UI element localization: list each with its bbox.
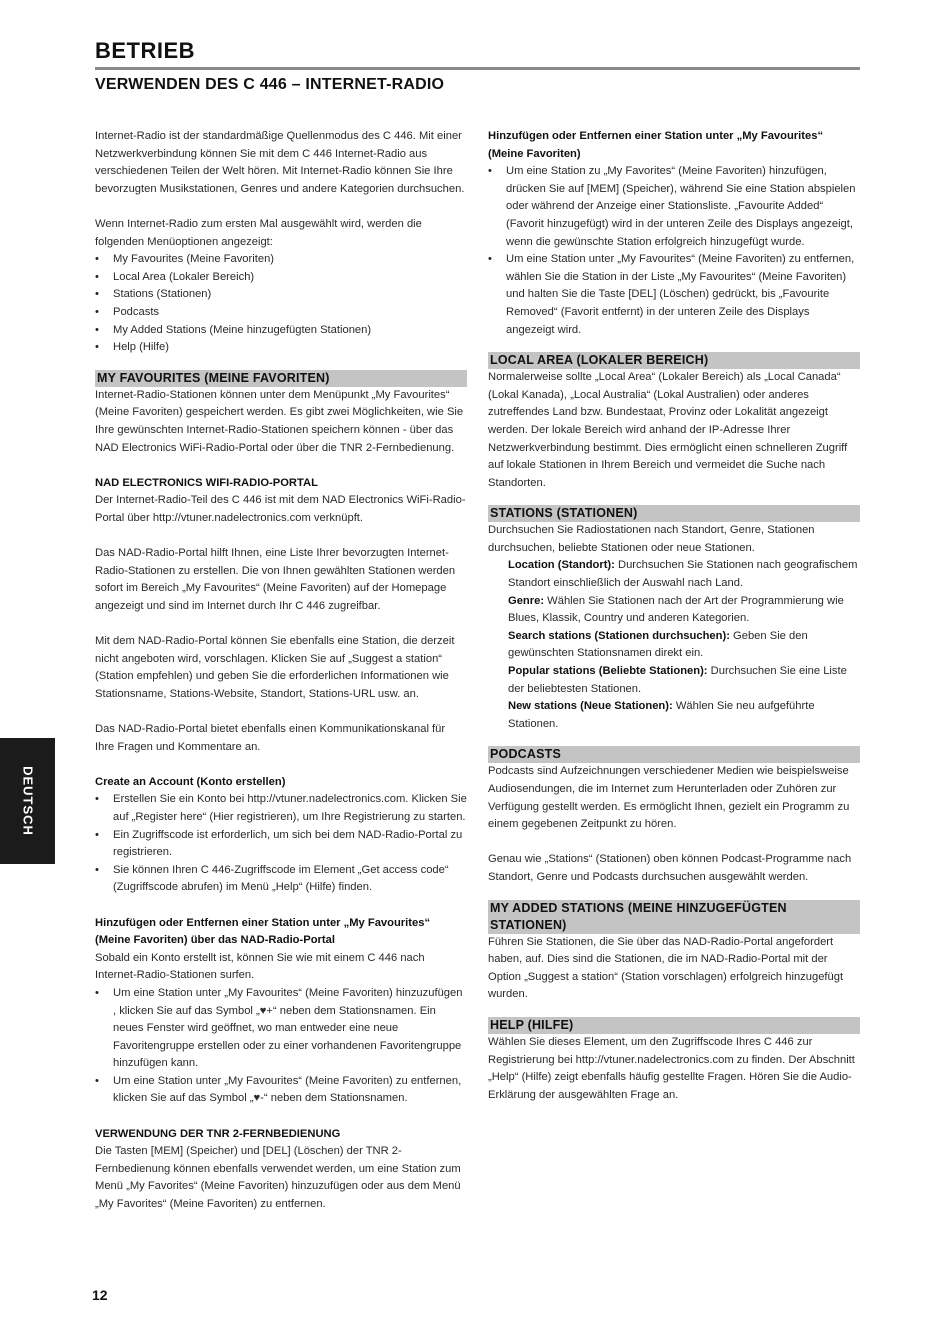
option-desc: Durchsuchen Sie Stationen nach geografischem Standort einschließlich der Auswahl nach Land.	[508, 559, 858, 590]
subheading-portal: NAD ELECTRONICS WIFI-RADIO-PORTAL	[95, 476, 318, 489]
tnr-paragraph: Die Tasten [MEM] (Speicher) und [DEL] (Löschen) der TNR 2-Fernbedienung können ebenfalls verwendet werden, um eine Station zum Menü „My Favorites“ (Meine Favoriten) hinzuzufügen oder aus dem Menü „My Favorites“ (Meine Favoriten) zu entfernen.	[95, 1145, 461, 1211]
intro-paragraph: Internet-Radio ist der standardmäßige Quellenmodus des C 446. Mit einer Netzwerkverbindung können Sie mit dem C 446 Internet-Radio aus verschiedenen Teilen der Welt hören. Mit Internet-Radio können Sie Ihre bevorzugten Musikstationen, Genres und andere Kategorien durchsuchen.	[95, 130, 465, 195]
intro-menu-paragraph: Wenn Internet-Radio zum ersten Mal ausgewählt wird, werden die folgenden Menüoptionen angezeigt:	[95, 217, 422, 248]
list-item: • My Favourites (Meine Favoriten)	[95, 251, 467, 269]
stations-option-popular	[508, 663, 860, 698]
portal-paragraph-3: Mit dem NAD-Radio-Portal können Sie ebenfalls eine Station, die derzeit nicht angeboten wird, vorschlagen. Klicken Sie auf „Suggest a station“ (Station empfehlen) und geben Sie die erforderlichen Informationen wie Stationsname, Stations-Website, Standort, Stations-URL usw. an.	[95, 635, 455, 700]
option-desc: Durchsuchen Sie eine Liste der beliebtesten Stationen.	[508, 665, 847, 695]
stations-option-location	[508, 557, 860, 592]
page-title: BETRIEB	[95, 38, 196, 63]
stations-option-new	[508, 698, 860, 733]
list-item: • Ein Zugriffscode ist erforderlich, um sich bei dem NAD-Radio-Portal zu registrieren.	[95, 827, 467, 862]
section-heading-help: HELP (HILFE)	[488, 1017, 860, 1034]
section-heading-podcasts: PODCASTS	[488, 746, 860, 763]
list-item: • Podcasts	[95, 304, 467, 322]
option-desc: Geben Sie den gewünschten Stationsnamen direkt ein.	[508, 629, 808, 660]
podcasts-paragraph-1: Podcasts sind Aufzeichnungen verschiedener Medien wie beispielsweise Audiosendungen, die im Internet zum Herunterladen oder Zuhören zur Verfügung gestellt werden. Es ermöglicht Ihnen, gezielt ein Programm zu einem gegebenen Zeitpunkt zu hören.	[488, 765, 850, 831]
option-term: Location (Standort):	[508, 559, 615, 572]
add-remove-list	[95, 985, 467, 1108]
menu-options-list	[95, 251, 467, 357]
list-item: • My Added Stations (Meine hinzugefügten Stationen)	[95, 322, 467, 340]
list-item: • Help (Hilfe)	[95, 339, 467, 357]
subheading-add-remove-portal: Hinzufügen oder Entfernen einer Station unter „My Favourites“ (Meine Favoriten) über das NAD-Radio-Portal	[95, 916, 431, 947]
page-subtitle: VERWENDEN DES C 446 – INTERNET-RADIO	[95, 76, 445, 93]
favourites-paragraph: Internet-Radio-Stationen können unter dem Menüpunkt „My Favourites“ (Meine Favoriten) gespeichert werden. Es gibt zwei Möglichkeiten, wie Sie Ihre gewünschten Internet-Radio-Stationen speichern können - über das NAD Electronics WiFi-Radio-Portal oder über die TNR 2-Fernbedienung.	[95, 388, 464, 454]
option-desc: Wählen Sie neu aufgeführte Stationen.	[508, 700, 815, 730]
left-column	[95, 128, 467, 1214]
page-number: 12	[92, 1287, 108, 1303]
portal-paragraph-1: Der Internet-Radio-Teil des C 446 ist mit dem NAD Electronics WiFi-Radio-Portal über http://vtuner.nadelectronics.com verknüpft.	[95, 494, 466, 524]
portal-paragraph-4: Das NAD-Radio-Portal bietet ebenfalls einen Kommunikationskanal für Ihre Fragen und Kommentare an.	[95, 723, 446, 753]
stations-option-genre	[508, 593, 860, 628]
list-item: • Um eine Station unter „My Favourites“ (Meine Favoriten) zu entfernen, klicken Sie auf das Symbol „♥-“ neben dem Stationsnamen.	[95, 1073, 467, 1108]
option-term: New stations (Neue Stationen):	[508, 700, 673, 713]
list-item: • Sie können Ihren C 446-Zugriffscode im Element „Get access code“ (Zugriffscode abrufen) im Menü „Help“ (Hilfe) finden.	[95, 862, 467, 897]
subheading-create-account: Create an Account (Konto erstellen)	[95, 775, 286, 788]
add-remove-paragraph: Sobald ein Konto erstellt ist, können Sie wie mit einem C 446 nach Internet-Radio-Stationen surfen.	[95, 951, 425, 982]
list-item: • Local Area (Lokaler Bereich)	[95, 269, 467, 287]
portal-paragraph-2: Das NAD-Radio-Portal hilft Ihnen, eine Liste Ihrer bevorzugten Internet-Radio-Stationen zu erstellen. Die von Ihnen gewählten Stationen werden sofort im Bereich „My Favourites“ (Meine Favoriten) auf der Homepage angezeigt und sind im Internet durch Ihr C 446 zugreifbar.	[95, 547, 456, 612]
added-stations-paragraph: Führen Sie Stationen, die Sie über das NAD-Radio-Portal angefordert haben, auf. Dies sind die Stationen, die im NAD-Radio-Portal mit der Option „Suggest a station“ (Station vorschlagen) erfolgreich hinzugefügt wurden.	[488, 935, 844, 1001]
list-item: • Stations (Stationen)	[95, 286, 467, 304]
section-heading-stations: STATIONS (STATIONEN)	[488, 505, 860, 522]
section-heading-my-favourites: MY FAVOURITES (MEINE FAVORITEN)	[95, 370, 467, 387]
list-item: • Um eine Station unter „My Favourites“ (Meine Favoriten) zu entfernen, wählen Sie die Station in der Liste „My Favourites“ (Meine Favoriten) und halten Sie die Taste [DEL] (Löschen) gedrückt, bis „Favourite Removed“ (Favorit entfernt) in der unteren Zeile des Displays angezeigt wird.	[488, 251, 860, 339]
stations-options	[488, 557, 860, 733]
section-heading-local-area: LOCAL AREA (LOKALER BEREICH)	[488, 352, 860, 369]
header-divider	[95, 67, 860, 70]
create-account-list	[95, 791, 467, 897]
subheading-tnr-remote: VERWENDUNG DER TNR 2-FERNBEDIENUNG	[95, 1127, 341, 1140]
subheading-add-remove-favourites: Hinzufügen oder Entfernen einer Station unter „My Favourites“ (Meine Favoriten)	[488, 130, 824, 160]
list-item: • Erstellen Sie ein Konto bei http://vtuner.nadelectronics.com. Klicken Sie auf „Register here“ (Hier registrieren), um Ihre Registrierung zu starten.	[95, 791, 467, 826]
list-item: • Um eine Station unter „My Favourites“ (Meine Favoriten) hinzuzufügen , klicken Sie auf das Symbol „♥+“ neben dem Stationsnamen. Ein neues Fenster wird geöffnet, wo man entweder eine neue Favoritengruppe erstellen oder zu einer vorhandenen Favoritengruppe hinzufügen kann.	[95, 985, 467, 1073]
option-term: Popular stations (Beliebte Stationen):	[508, 665, 708, 678]
stations-paragraph: Durchsuchen Sie Radiostationen nach Standort, Genre, Stationen durchsuchen, beliebte Stationen oder neue Stationen.	[488, 524, 815, 554]
add-remove-favourites-list	[488, 163, 860, 339]
language-tab-label: DEUTSCH	[20, 766, 35, 836]
language-tab	[0, 738, 55, 864]
help-paragraph: Wählen Sie dieses Element, um den Zugriffscode Ihres C 446 zur Registrierung bei http://vtuner.nadelectronics.com zu finden. Der Abschnitt „Help“ (Hilfe) zeigt ebenfalls häufig gestellte Fragen. Hören Sie die Audio-Erklärung der ausgewählten Frage an.	[488, 1035, 855, 1101]
local-area-paragraph: Normalerweise sollte „Local Area“ (Lokaler Bereich) als „Local Canada“ (Lokal Kanada), „Local Australia“ (Lokal Australien) oder anderes zutreffendes Land bzw. Bundestaat, Provinz oder Lokalität angezeigt werden. Der lokale Bereich wird anhand der IP-Adresse Ihrer Netzwerkverbindung bestimmt. Dies ermöglicht einen schnelleren Zugriff auf lokale Stationen in Ihrem Bereich und vermeidet die Suche nach Standorten.	[488, 371, 848, 489]
option-term: Genre:	[508, 594, 545, 607]
option-term: Search stations (Stationen durchsuchen):	[508, 629, 730, 642]
list-item: • Um eine Station zu „My Favorites“ (Meine Favoriten) hinzufügen, drücken Sie auf [MEM] (Speicher), während Sie eine Station abspielen oder während der Anzeige einer Stationsliste. „Favourite Added“ (Favorit hinzugefügt) wird in der unteren Zeile des Displays angezeigt, wenn die gewünschte Station erfolgreich hinzugefügt wurde.	[488, 163, 860, 251]
option-desc: Wählen Sie Stationen nach der Art der Programmierung wie Blues, Klassik, Country und anderen Kategorien.	[508, 594, 844, 625]
podcasts-paragraph-2: Genau wie „Stations“ (Stationen) oben können Podcast-Programme nach Standort, Genre und Podcasts durchsuchen ausgewählt werden.	[488, 853, 852, 883]
right-column	[488, 128, 860, 1104]
stations-option-search	[508, 628, 860, 663]
section-heading-my-added-stations: MY ADDED STATIONS (MEINE HINZUGEFÜGTEN STATIONEN)	[488, 900, 860, 934]
